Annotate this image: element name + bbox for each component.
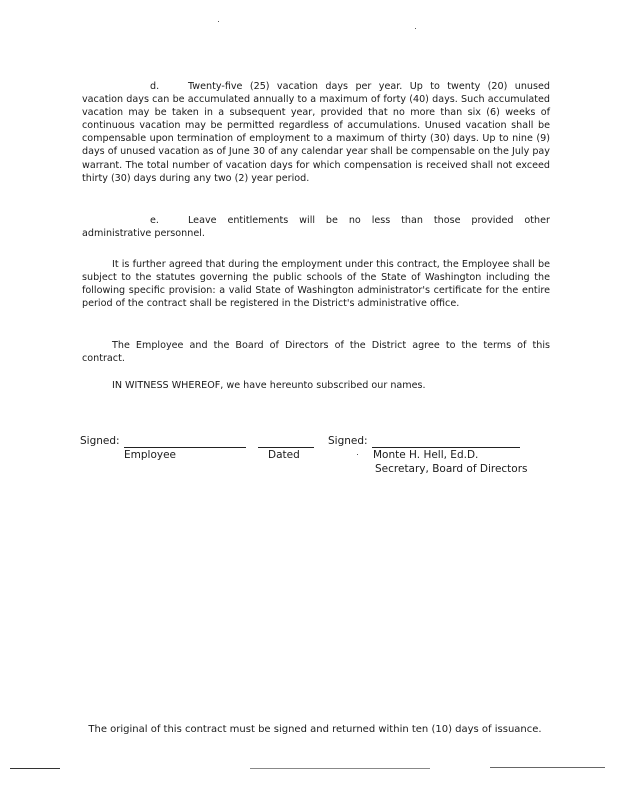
witness-line: IN WITNESS WHEREOF, we have hereunto subscribed our names. xyxy=(112,380,426,391)
scan-speck xyxy=(415,28,416,29)
paragraph-e xyxy=(82,214,550,240)
footer-note: The original of this contract must be signed and returned within ten (10) days of issuance. xyxy=(88,724,542,735)
dated-caption: Dated xyxy=(268,449,300,461)
paragraph-d xyxy=(82,80,550,185)
scan-edge-mark xyxy=(10,768,60,769)
paragraph-d-text: Twenty-five (25) vacation days per year. Up to twenty (20) unused vacation days can be accumulated annually to a maximum of forty (40) days. Such accumulated vacation may be taken in a subsequent year, provided that no more than six (6) weeks of continuous vacation may be permitted regardless of accumulations. Unused vacation shall be compensable upon termination of employment to a maximum of thirty (30) days. Up to nine (9) days of unused vacation as of June 30 of any calendar year shall be compensable on the July pay warrant. The total number of vacation days for which compensation is received shall not exceed thirty (30) days during any two (2) year period. xyxy=(82,81,550,184)
item-marker-d: d. xyxy=(150,81,160,92)
paragraph-board xyxy=(82,339,550,365)
scan-speck xyxy=(357,454,358,455)
paragraph-board-text: The Employee and the Board of Directors of the District agree to the terms of this contract. xyxy=(82,340,550,365)
item-marker-e: e. xyxy=(150,215,159,226)
signer-name: Monte H. Hell, Ed.D. xyxy=(373,449,479,461)
scan-speck xyxy=(218,21,219,22)
secretary-signature-line[interactable] xyxy=(372,437,520,448)
signature-block xyxy=(0,435,620,485)
scan-edge-mark xyxy=(490,767,605,768)
date-line[interactable] xyxy=(258,437,314,448)
paragraph-agreement xyxy=(82,258,550,310)
scan-edge-mark xyxy=(250,768,430,769)
signer-title: Secretary, Board of Directors xyxy=(375,463,528,475)
signed-label-employee: Signed: xyxy=(80,435,120,447)
signed-label-secretary: Signed: xyxy=(328,435,368,447)
paragraph-agreement-text: It is further agreed that during the employment under this contract, the Employee shall be subject to the statutes governing the public schools of the State of Washington including the following specific provision: a valid State of Washington administrator's certificate for the entire period of the contract shall be registered in the District's administrative office. xyxy=(82,259,550,310)
paragraph-e-text: Leave entitlements will be no less than those provided other administrative personnel. xyxy=(82,215,550,240)
employee-signature-line[interactable] xyxy=(124,437,246,448)
employee-caption: Employee xyxy=(124,449,177,461)
